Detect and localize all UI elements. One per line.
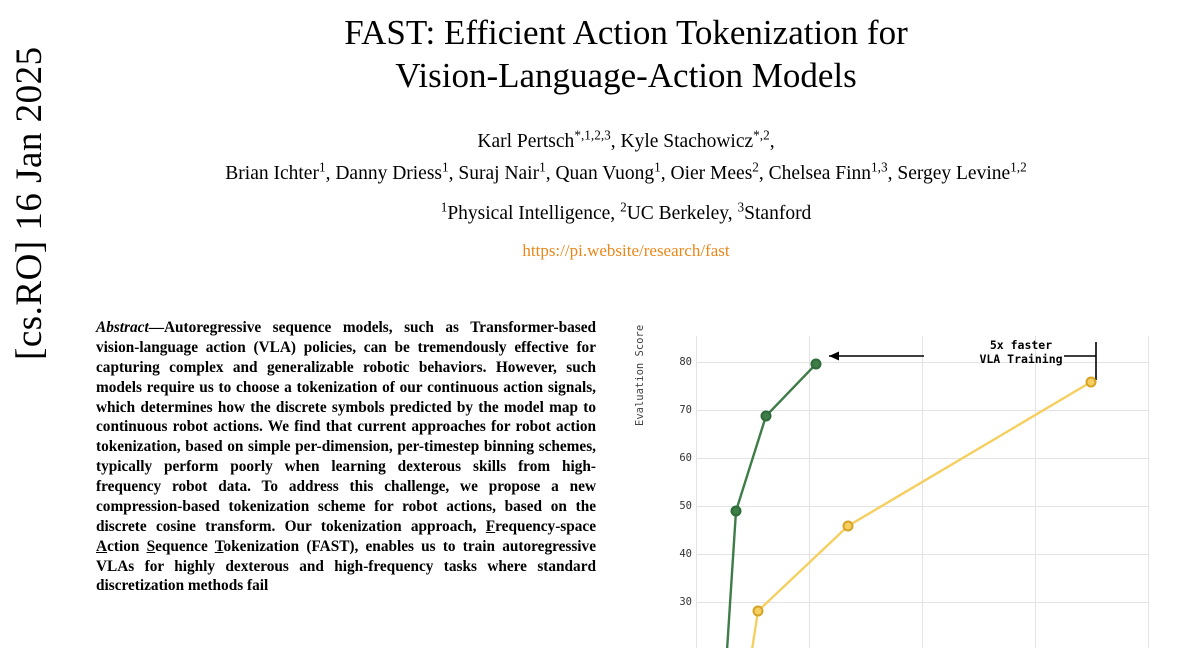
teaser-figure: [632, 318, 1156, 648]
chart-annotation: [946, 338, 1096, 367]
chart-plot-area: [679, 336, 1148, 648]
data-point: [843, 521, 854, 532]
annotation-arrowhead-left: [829, 352, 839, 361]
chart-annotation-line-2: VLA Training: [979, 352, 1063, 367]
abstract-heading: Abstract: [96, 319, 149, 336]
arxiv-identifier-stamp: [cs.RO] 16 Jan 2025: [9, 46, 50, 360]
chart-ytick-50: 50: [679, 500, 692, 512]
abstract-dash: —: [148, 319, 164, 336]
chart-ytick-40: 40: [679, 548, 692, 560]
data-point: [731, 506, 742, 517]
abstract-body: Autoregressive sequence models, such as Transformer-based vision-language action (VLA) policies, can be tremendously effective for capturing complex and generalizable robotic behaviors. However, such models require us to choose a tokenization of our continuous action signals, which determines how the discrete symbols predicted by the model map to continuous robot actions. We find that current approaches for robot action tokenization, based on simple per-dimension, per-timestep binning schemes, typically perform poorly when learning dexterous skills from high-frequency robot data. To address this challenge, we propose a new compression-based tokenization scheme for robot actions, based on the discrete cosine transform. Our tokenization approach, Frequency-space Action Sequence Tokenization (FAST), enables us to train autoregressive VLAs for highly dexterous and high-frequency tasks where standard discretization methods fail: [96, 319, 596, 595]
chart-ytick-70: 70: [679, 404, 692, 416]
chart-ytick-80: 80: [679, 356, 692, 368]
abstract-paragraph: [96, 318, 596, 596]
project-website-link[interactable]: https://pi.website/research/fast: [522, 241, 730, 261]
paper-title: [96, 0, 1156, 97]
data-point: [1086, 377, 1097, 388]
data-point: [761, 411, 772, 422]
data-point: [753, 606, 764, 617]
figure-column: [632, 318, 1156, 648]
paper-title-line-2: Vision-Language-Action Models: [395, 55, 857, 95]
affiliations: $^1$Physical Intelligence, $^2$UC Berkeley, $^3$Stanford: [440, 199, 812, 225]
author-list-line-2: Brian Ichter$^1$, Danny Driess$^1$, Suraj Nair$^1$, Quan Vuong$^1$, Oier Mees$^2$, Chelsea Finn$^{1,3}$, Sergey Levine$^{1,2}$: [225, 159, 1027, 185]
body-columns: [96, 318, 1156, 648]
data-point: [811, 359, 822, 370]
chart-ytick-30: 30: [679, 596, 692, 608]
author-list-line-1: Karl Pertsch$^{*,1,2,3}$, Kyle Stachowicz$^{*,2}$,: [477, 127, 775, 153]
paper-page: [96, 0, 1156, 648]
chart-y-axis-label: Evaluation Score: [634, 324, 646, 426]
series-baseline-line: [748, 382, 1091, 648]
chart-ytick-60: 60: [679, 452, 692, 464]
chart-annotation-line-1: 5x faster: [989, 338, 1053, 352]
chart-lines: [696, 336, 1148, 648]
abstract-column: [96, 318, 596, 648]
paper-title-line-1: FAST: Efficient Action Tokenization for: [344, 13, 908, 52]
